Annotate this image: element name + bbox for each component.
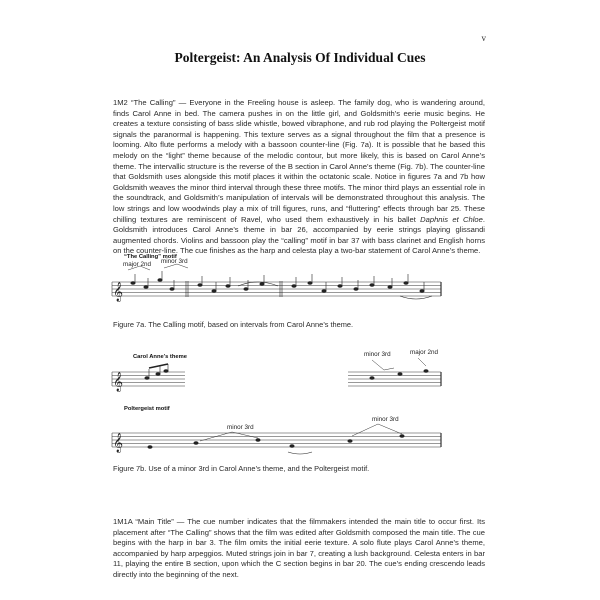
calling-staff (112, 282, 441, 296)
paragraph-tail: . Goldsmith introduces Carol Anne’s theme in bar 26, accompanied by eerie strings playing glissandi augmented chords. Violins and bassoon play the “calling” motif in bar 37 with bass clarinet and English horns on the counter-line. The cue finishes as the harp and celesta play a two-bar statement of Carol Anne’s theme. (113, 214, 485, 256)
paragraph-main-title (113, 517, 485, 581)
treble-clef-icon: 𝄞 (113, 372, 124, 392)
calling-notes (131, 271, 432, 299)
carol-label-minor-3rd: minor 3rd (364, 351, 391, 358)
carol-label-major-2nd: major 2nd (410, 349, 439, 356)
poltergeist-motif-title: Poltergeist motif (124, 406, 170, 412)
carol-interval-arrows (372, 358, 426, 370)
paragraph-main-title-text: 1M1A “Main Title” — The cue number indicates that the filmmakers intended the main title to occur first. Its placement after “The Calling” shows that the film was edited after Goldsmith composed the main title. The cue begins with the harp in bar 3. The film omits the initial eerie texture. A solo flute plays Carol Anne’s theme, accompanied by harp arpeggios. Muted strings join in bar 7, creating a lush background. Celesta enters in bar 11, playing the entire B section, upon which the C section begins in bar 20. The cue’s ending crescendo leads directly into the beginning of the next. (113, 517, 485, 579)
polter-label-minor-3rd-1: minor 3rd (227, 424, 254, 431)
figure-7b-carol (112, 349, 441, 392)
figure-7b-poltergeist (112, 406, 441, 454)
carol-theme-title: Carol Anne’s theme (133, 354, 188, 360)
calling-motif-title: “The Calling” motif (124, 254, 177, 260)
paragraph-italic-title: Daphnis et Chloe (420, 214, 483, 224)
page-number: v (481, 33, 486, 43)
poltergeist-staff (112, 433, 441, 447)
carol-staff-right (348, 372, 441, 386)
figure-7a-caption: Figure 7a. The Calling motif, based on intervals from Carol Anne’s theme. (113, 320, 354, 329)
polter-label-minor-3rd-2: minor 3rd (372, 416, 399, 423)
treble-clef-icon: 𝄞 (113, 282, 124, 302)
poltergeist-notes (148, 435, 404, 455)
treble-clef-icon: 𝄞 (113, 433, 124, 453)
figure-7a (112, 254, 441, 302)
label-minor-3rd: minor 3rd (161, 258, 188, 265)
label-major-2nd: major 2nd (123, 261, 152, 268)
paragraph-lead: 1M2 “The Calling” — Everyone in the Freeling house is asleep. The family dog, who is wandering around, finds Carol Anne in bed. The camera pushes in on the little girl, and Goldsmith’s eerie music begins. He creates a texture consisting of bass slide whistle, bowed vibraphone, and rub rod playing the Poltergeist motif signals the paranormal is happening. This texture serves as a signal throughout the film that a presence is looming. Alto flute performs a melody with a bassoon counter-line (Fig. 7a). It is possible that he based this melody on the “light” theme because of the melodic contour, but more likely, this is based on Carol Anne’s theme. The intervallic structure is the reverse of the B section in Carol Anne’s theme (Fig. 7b). The counter-line that Goldsmith uses alongside this motif places it within the octatonic scale. Notice in figures 7a and 7b how Goldsmith weaves the minor third interval through these three motifs. The minor third plays an essential role in the soundtrack, and Goldsmith’s manipulation of intervals will be demonstrated throughout this analysis. The low strings and low woodwinds play a mix of trill figures, runs, and “fluttering” effects through bar 25. These chilling textures are reminiscent of Ravel, who used them exhaustively in his ballet (113, 98, 485, 224)
figure-7b-caption: Figure 7b. Use of a minor 3rd in Carol Anne’s theme, and the Poltergeist motif. (113, 464, 370, 473)
page-title: Poltergeist: An Analysis Of Individual Cues (174, 50, 426, 65)
